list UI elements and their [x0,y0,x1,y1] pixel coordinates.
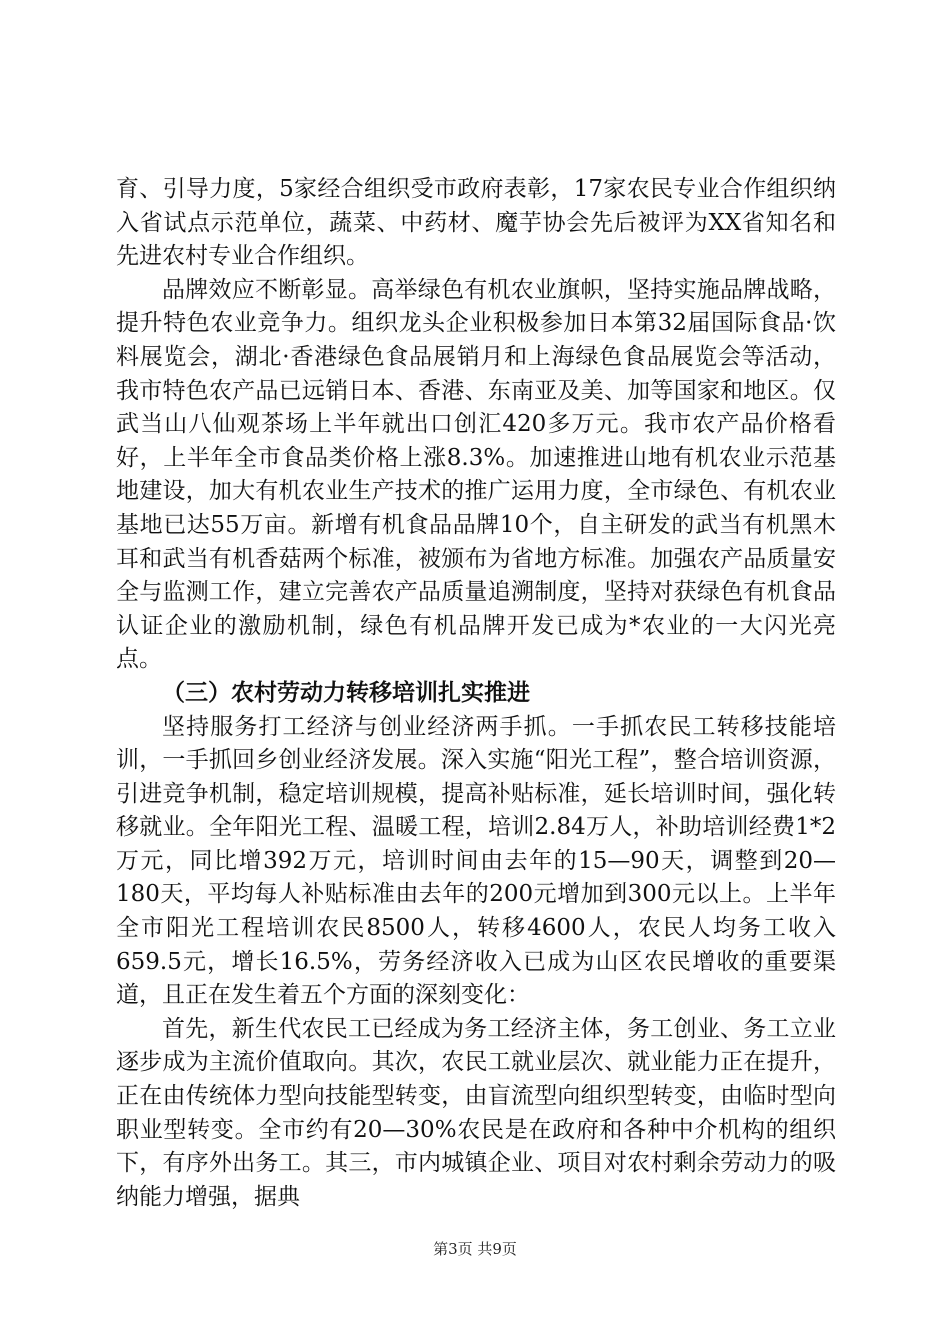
page-number-footer: 第3页 共9页 [433,1240,517,1258]
document-body [116,173,836,1214]
paragraph-five-changes: 首先，新生代农民工已经成为务工经济主体，务工创业、务工立业逐步成为主流价值取向。其次，农民工就业层次、就业能力正在提升，正在由传统体力型向技能型转变，由盲流型向组织型转变，由临时型向职业型转变。全市约有20—30%农民是在政府和各种中介机构的组织下，有序外出务工。其三，市内城镇企业、项目对农村剩余劳动力的吸纳能力增强，据典 [116,1015,836,1210]
paragraph-training-programs: 坚持服务打工经济与创业经济两手抓。一手抓农民工转移技能培训，一手抓回乡创业经济发展。深入实施“阳光工程”，整合培训资源，引进竞争机制，稳定培训规模，提高补贴标准，延长培训时间，强化转移就业。全年阳光工程、温暖工程，培训2.84万人，补助培训经费1*2万元，同比增392万元，培训时间由去年的15—90天，调整到20—180天，平均每人补贴标准由去年的200元增加到300元以上。上半年全市阳光工程培训农民8500人，转移4600人，农民人均务工收入659.5元，增长16.5%，劳务经济收入已成为山区农民增收的重要渠道，且正在发生着五个方面的深刻变化： [116,713,836,1009]
paragraph-brand-effect: 品牌效应不断彰显。高举绿色有机农业旗帜，坚持实施品牌战略，提升特色农业竞争力。组织龙头企业积极参加日本第32届国际食品·饮料展览会，湖北·香港绿色食品展销月和上海绿色食品展览会等活动，我市特色农产品已远销日本、香港、东南亚及美、加等国家和地区。仅武当山八仙观茶场上半年就出口创汇420多万元。我市农产品价格看好，上半年全市食品类价格上涨8.3%。加速推进山地有机农业示范基地建设，加大有机农业生产技术的推广运用力度，全市绿色、有机农业基地已达55万亩。新增有机食品品牌10个，自主研发的武当有机黑木耳和武当有机香菇两个标准，被颁布为省地方标准。加强农产品质量安全与监测工作，建立完善农产品质量追溯制度，坚持对获绿色有机食品认证企业的激励机制，绿色有机品牌开发已成为*农业的一大闪光亮点。 [116,276,836,673]
paragraph-cooperative-orgs: 育、引导力度，5家经合组织受市政府表彰，17家农民专业合作组织纳入省试点示范单位，蔬菜、中药材、魔芋协会先后被评为XX省知名和先进农村专业合作组织。 [116,176,836,270]
section-heading-labor-transfer: （三）农村劳动力转移培训扎实推进 [162,679,530,706]
